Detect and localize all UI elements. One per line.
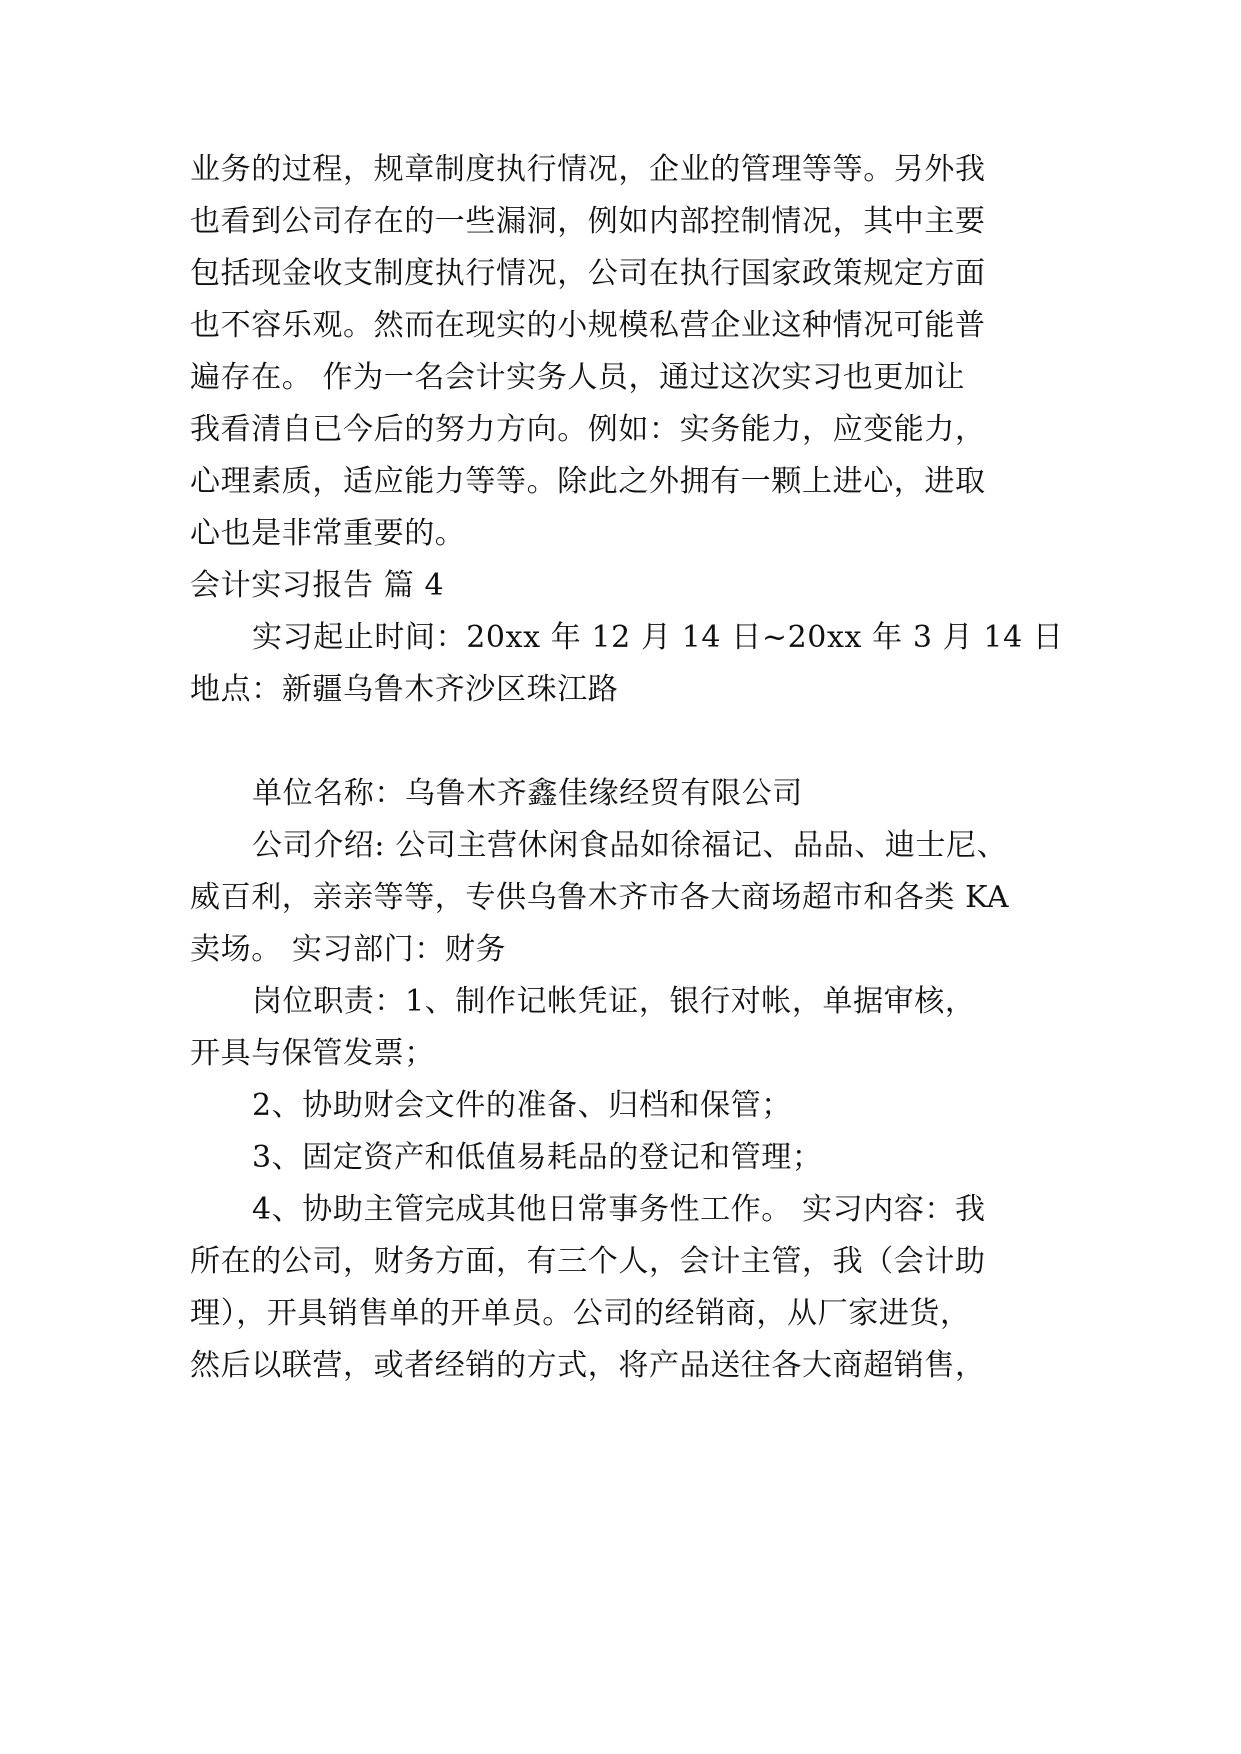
body-text-line: 心也是非常重要的。 [190, 516, 466, 551]
body-text-line: 理），开具销售单的开单员。公司的经销商，从厂家进货， [190, 1296, 971, 1331]
body-text-line: 也看到公司存在的一些漏洞，例如内部控制情况，其中主要 [190, 204, 986, 239]
body-text-line: 包括现金收支制度执行情况，公司在执行国家政策规定方面 [190, 256, 986, 291]
body-text-line: 业务的过程，规章制度执行情况，企业的管理等等。另外我 [190, 152, 986, 187]
body-text-line: 威百利，亲亲等等，专供乌鲁木齐市各大商场超市和各类 KA [190, 880, 1010, 915]
section-heading: 会计实习报告 篇 4 [190, 568, 445, 603]
company-intro: 公司介绍: 公司主营休闲食品如徐福记、品品、迪士尼、 [252, 828, 1008, 863]
body-text-line: 心理素质，适应能力等等。除此之外拥有一颗上进心，进取 [190, 464, 986, 499]
body-text-line: 遍存在。 作为一名会计实务人员，通过这次实习也更加让 [190, 360, 966, 395]
job-duties: 岗位职责：1、制作记帐凭证，银行对帐，单据审核， [252, 984, 976, 1019]
company-name: 单位名称：乌鲁木齐鑫佳缘经贸有限公司 [252, 776, 803, 811]
body-text-line: 卖场。 实习部门：财务 [190, 932, 507, 967]
duty-item: 4、协助主管完成其他日常事务性工作。 实习内容：我 [252, 1192, 986, 1227]
internship-location: 地点：新疆乌鲁木齐沙区珠江路 [190, 672, 619, 707]
internship-period: 实习起止时间：20xx 年 12 月 14 日~20xx 年 3 月 14 日 [252, 620, 1064, 655]
duty-item: 2、协助财会文件的准备、归档和保管； [252, 1088, 792, 1123]
duty-item: 3、固定资产和低值易耗品的登记和管理； [252, 1140, 823, 1175]
body-text-line: 然后以联营，或者经销的方式，将产品送往各大商超销售， [190, 1348, 986, 1383]
body-text-line: 开具与保管发票； [190, 1036, 435, 1071]
body-text-line: 我看清自已今后的努力方向。例如：实务能力，应变能力， [190, 412, 986, 447]
body-text-line: 也不容乐观。然而在现实的小规模私营企业这种情况可能普 [190, 308, 986, 343]
body-text-line: 所在的公司，财务方面，有三个人，会计主管，我（会计助 [190, 1244, 986, 1279]
